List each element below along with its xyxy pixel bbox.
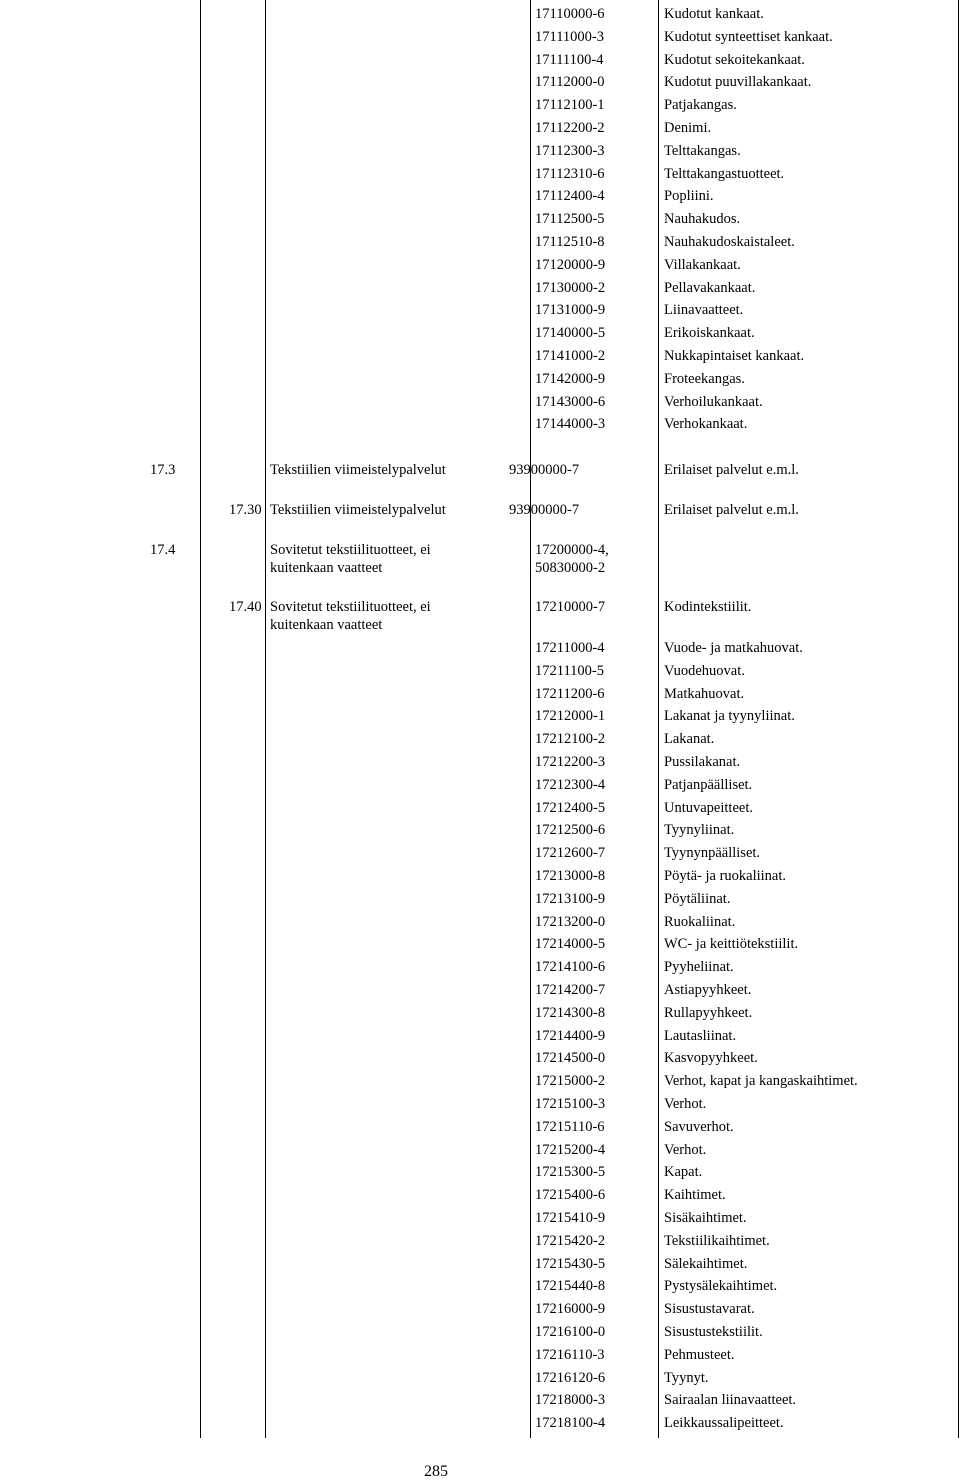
- row-description: Lakanat.: [664, 731, 715, 748]
- row-description: Telttakangastuotteet.: [664, 165, 785, 182]
- column-rule-3: [530, 0, 531, 1438]
- row-description: Kaihtimet.: [664, 1187, 726, 1204]
- row-description: Verhokankaat.: [664, 416, 748, 433]
- row-code: 17216110-3: [535, 1346, 605, 1363]
- row-description: Vuodehuovat.: [664, 662, 745, 679]
- row-description: Nauhakudos.: [664, 211, 741, 228]
- row-description: Pöytä- ja ruokaliinat.: [664, 868, 787, 884]
- section-173-desc: Erilaiset palvelut e.m.l.: [664, 462, 799, 478]
- row-code: 17218000-3: [535, 1392, 606, 1409]
- row-description: Ruokaliinat.: [664, 913, 736, 930]
- row-code: 17215200-4: [535, 1141, 606, 1158]
- row-code: 17216120-6: [535, 1369, 606, 1386]
- row-code: 17215300-5: [535, 1164, 606, 1181]
- row-code: 17215400-6: [535, 1187, 606, 1204]
- row-description: Matkahuovat.: [664, 685, 745, 702]
- column-rule-4: [658, 0, 659, 1438]
- row-description: Nauhakudoskaistaleet.: [664, 234, 795, 250]
- row-code: 17130000-2: [535, 279, 606, 296]
- section-173-title: Tekstiilien viimeistelypalvelut: [270, 462, 446, 478]
- row-description: Verhot.: [664, 1096, 707, 1112]
- row-code: 17211000-4: [535, 640, 605, 656]
- row-description: Untuvapeitteet.: [664, 799, 753, 816]
- section-1730-code: 93900000-7: [509, 502, 580, 518]
- row-code: 17141000-2: [535, 348, 606, 364]
- row-description: Telttakangas.: [664, 142, 741, 159]
- row-description: Verhot, kapat ja kangaskaihtimet.: [664, 1073, 858, 1090]
- row-description: Kasvopyyhkeet.: [664, 1050, 758, 1067]
- section-1740-title-line2: kuitenkaan vaatteet: [270, 617, 383, 633]
- row-code: 17143000-6: [535, 393, 606, 410]
- section-173-number: 17.3: [150, 462, 176, 478]
- row-description: Verhoilukankaat.: [664, 393, 763, 410]
- row-description: Sälekaihtimet.: [664, 1255, 748, 1272]
- row-description: Patjakangas.: [664, 97, 737, 114]
- section-1740-number: 17.40: [229, 599, 262, 615]
- row-code: 17215110-6: [535, 1118, 605, 1135]
- row-description: Nukkapintaiset kankaat.: [664, 348, 805, 364]
- row-description: Froteekangas.: [664, 370, 745, 387]
- row-description: Tyynyt.: [664, 1369, 709, 1386]
- row-code: 17112310-6: [535, 165, 605, 182]
- row-code: 17214100-6: [535, 959, 606, 976]
- row-code: 17112400-4: [535, 188, 605, 205]
- row-code: 17120000-9: [535, 256, 606, 273]
- row-description: Lakanat ja tyynyliinat.: [664, 708, 795, 725]
- row-description: Pellavakankaat.: [664, 279, 756, 296]
- section-174-code-line2: 50830000-2: [535, 560, 606, 576]
- row-code: 17211100-5: [535, 662, 605, 679]
- row-description: Kudotut synteettiset kankaat.: [664, 28, 833, 45]
- row-code: 17111000-3: [535, 28, 605, 45]
- row-code: 17213100-9: [535, 890, 606, 907]
- section-174-number: 17.4: [150, 542, 176, 558]
- page-number: 285: [424, 1463, 448, 1480]
- row-code: 17142000-9: [535, 370, 606, 387]
- section-174-title-line1: Sovitetut tekstiilituotteet, ei: [270, 542, 431, 558]
- row-description: Pyyheliinat.: [664, 959, 734, 976]
- row-description: Pystysälekaihtimet.: [664, 1278, 778, 1295]
- row-code: 17110000-6: [535, 6, 605, 22]
- row-code: 17111100-4: [535, 51, 604, 68]
- section-1730-title: Tekstiilien viimeistelypalvelut: [270, 502, 446, 518]
- row-description: Tyynynpäälliset.: [664, 845, 761, 862]
- section-1740-title-line1: Sovitetut tekstiilituotteet, ei: [270, 599, 431, 615]
- row-code: 17214400-9: [535, 1027, 606, 1044]
- row-code: 17112510-8: [535, 234, 605, 250]
- column-rule-1: [200, 0, 201, 1438]
- row-code: 17212600-7: [535, 845, 606, 862]
- row-code: 17212100-2: [535, 731, 606, 748]
- section-174-title-line2: kuitenkaan vaatteet: [270, 560, 383, 576]
- row-code: 17212000-1: [535, 708, 606, 725]
- section-1730-number: 17.30: [229, 502, 262, 518]
- row-code: 17215420-2: [535, 1232, 606, 1249]
- row-description: Pussilakanat.: [664, 754, 741, 770]
- row-code: 17212300-4: [535, 776, 606, 793]
- row-code: 17213200-0: [535, 913, 606, 930]
- row-code: 17212500-6: [535, 822, 606, 839]
- row-code: 17144000-3: [535, 416, 606, 433]
- row-description: Astiapyyhkeet.: [664, 982, 752, 998]
- row-code: 17215410-9: [535, 1210, 606, 1226]
- row-code: 17140000-5: [535, 325, 606, 342]
- row-code: 17214500-0: [535, 1050, 606, 1067]
- row-description: Pöytäliinat.: [664, 890, 731, 907]
- row-description: Tekstiilikaihtimet.: [664, 1232, 770, 1249]
- row-description: Kudotut sekoitekankaat.: [664, 51, 805, 68]
- section-1740-desc: Kodintekstiilit.: [664, 599, 752, 615]
- section-173-code: 93900000-7: [509, 462, 580, 478]
- row-description: Pehmusteet.: [664, 1346, 735, 1363]
- row-description: Verhot.: [664, 1141, 707, 1158]
- section-1740-code: 17210000-7: [535, 599, 606, 615]
- row-description: Liinavaatteet.: [664, 302, 744, 319]
- row-description: Villakankaat.: [664, 256, 741, 273]
- row-description: Vuode- ja matkahuovat.: [664, 640, 803, 656]
- row-description: Savuverhot.: [664, 1118, 734, 1135]
- row-code: 17214000-5: [535, 936, 606, 953]
- row-description: Kudotut kankaat.: [664, 6, 764, 22]
- row-code: 17214200-7: [535, 982, 606, 998]
- row-description: Kapat.: [664, 1164, 703, 1181]
- row-description: Patjanpäälliset.: [664, 776, 753, 793]
- column-rule-5: [958, 0, 959, 1438]
- section-174-code-line1: 17200000-4,: [535, 542, 609, 558]
- row-code: 17216000-9: [535, 1301, 606, 1318]
- row-code: 17215100-3: [535, 1096, 606, 1112]
- row-code: 17112100-1: [535, 97, 605, 114]
- row-description: Rullapyyhkeet.: [664, 1004, 753, 1021]
- row-code: 17112200-2: [535, 120, 605, 136]
- row-code: 17214300-8: [535, 1004, 606, 1021]
- row-code: 17215430-5: [535, 1255, 606, 1272]
- row-code: 17212200-3: [535, 754, 606, 770]
- row-description: Sisäkaihtimet.: [664, 1210, 747, 1226]
- row-code: 17112300-3: [535, 142, 605, 159]
- section-1730-desc: Erilaiset palvelut e.m.l.: [664, 502, 799, 518]
- row-code: 17112000-0: [535, 74, 605, 91]
- row-code: 17213000-8: [535, 868, 606, 884]
- row-code: 17215440-8: [535, 1278, 606, 1295]
- row-description: Sisustustavarat.: [664, 1301, 755, 1318]
- row-code: 17131000-9: [535, 302, 606, 319]
- row-description: Kudotut puuvillakankaat.: [664, 74, 812, 91]
- row-code: 17216100-0: [535, 1324, 606, 1340]
- row-description: Erikoiskankaat.: [664, 325, 755, 342]
- column-rule-2: [265, 0, 266, 1438]
- row-code: 17211200-6: [535, 685, 605, 702]
- row-code: 17212400-5: [535, 799, 606, 816]
- row-description: Sairaalan liinavaatteet.: [664, 1392, 797, 1409]
- row-description: WC- ja keittiötekstiilit.: [664, 936, 799, 953]
- row-description: Lautasliinat.: [664, 1027, 737, 1044]
- row-code: 17112500-5: [535, 211, 605, 228]
- row-description: Tyynyliinat.: [664, 822, 735, 839]
- row-description: Denimi.: [664, 120, 712, 136]
- row-code: 17218100-4: [535, 1415, 606, 1432]
- row-code: 17215000-2: [535, 1073, 606, 1090]
- row-description: Popliini.: [664, 188, 714, 205]
- row-description: Sisustustekstiilit.: [664, 1324, 763, 1340]
- row-description: Leikkaussalipeitteet.: [664, 1415, 784, 1432]
